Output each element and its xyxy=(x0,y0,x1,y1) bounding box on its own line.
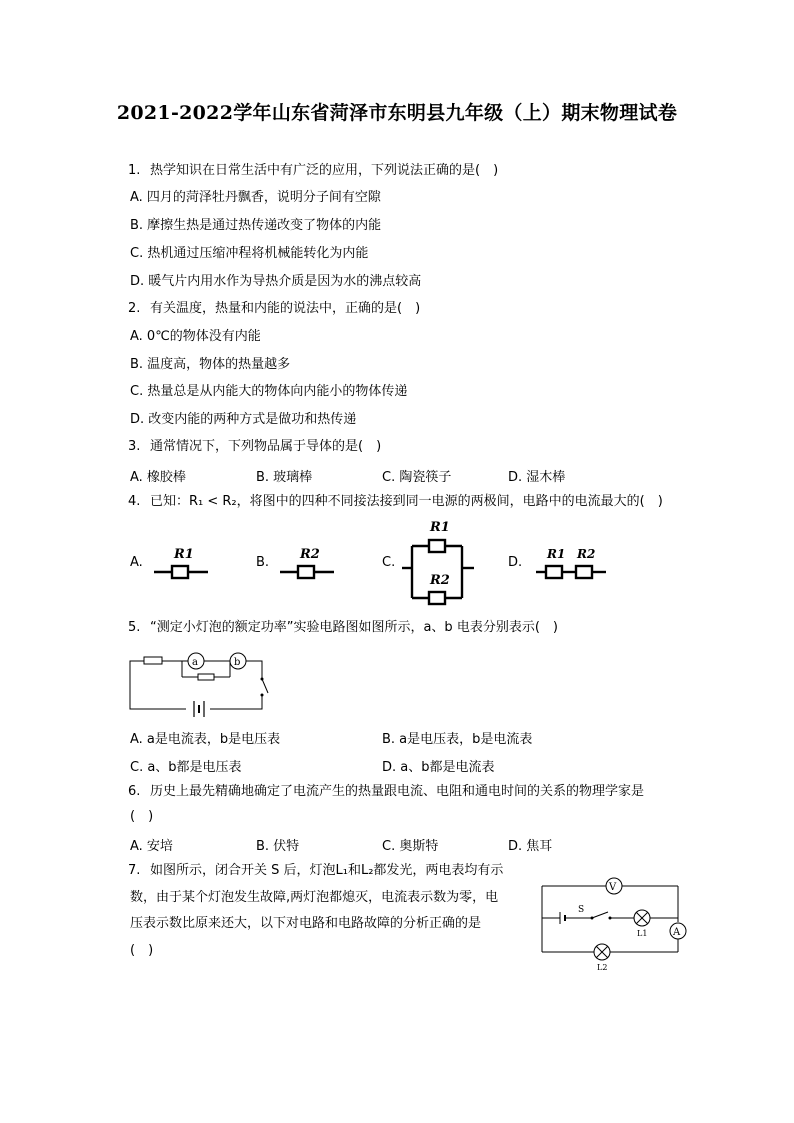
q4-diagram-d xyxy=(532,540,612,584)
q5-circuit-diagram xyxy=(126,647,276,719)
lamp2-label: L2 xyxy=(597,963,608,972)
question-3-option-b: B. 玻璃棒 xyxy=(256,470,313,485)
question-3-option-d: D. 湿木棒 xyxy=(508,470,566,485)
meter-a-label: a xyxy=(192,657,198,668)
ammeter-label: A xyxy=(673,927,681,938)
q4-diagram-c xyxy=(398,516,480,610)
question-2-option-d: D. 改变内能的两种方式是做功和热传递 xyxy=(130,412,357,427)
question-7-line-2: 数，由于某个灯泡发生故障,两灯泡都熄灭，电流表示数为零，电 xyxy=(130,890,499,905)
question-2-option-c: C. 热量总是从内能大的物体向内能小的物体传递 xyxy=(130,384,408,399)
question-3-option-a: A. 橡胶棒 xyxy=(130,470,186,485)
question-7-line-1: 7. 如图所示，闭合开关 S 后，灯泡L₁和L₂都发光，两电表均有示 xyxy=(128,863,504,878)
resistor-label: R1 xyxy=(547,547,566,561)
question-1-option-c: C. 热机通过压缩冲程将机械能转化为内能 xyxy=(130,246,369,261)
switch-label: S xyxy=(578,905,585,915)
q4-diagram-a xyxy=(150,540,212,584)
question-6-option-d: D. 焦耳 xyxy=(508,839,553,854)
question-7-line-4: ( ) xyxy=(130,943,154,958)
question-4-option-c: C. xyxy=(382,555,396,570)
question-2-option-a: A. 0℃的物体没有内能 xyxy=(130,329,261,344)
question-2-option-b: B. 温度高，物体的热量越多 xyxy=(130,357,291,372)
question-5-stem: 5. “测定小灯泡的额定功率”实验电路图如图所示，a、b 电表分别表示( ) xyxy=(128,620,558,635)
question-5-option-d: D. a、b都是电流表 xyxy=(382,760,495,775)
question-3-option-c: C. 陶瓷筷子 xyxy=(382,470,452,485)
question-6-option-b: B. 伏特 xyxy=(256,839,300,854)
question-1-stem: 1. 热学知识在日常生活中有广泛的应用，下列说法正确的是( ) xyxy=(128,163,499,178)
question-5-option-c: C. a、b都是电压表 xyxy=(130,760,242,775)
meter-b-label: b xyxy=(234,657,241,668)
lamp1-label: L1 xyxy=(637,929,648,938)
question-4-stem: 4. 已知：R₁ < R₂，将图中的四种不同接法接到同一电源的两极间，电路中的电流最大的( ) xyxy=(128,494,663,509)
question-5-option-a: A. a是电流表，b是电压表 xyxy=(130,732,281,747)
question-1-option-a: A. 四月的菏泽牡丹飘香，说明分子间有空隙 xyxy=(130,190,381,205)
question-1-option-b: B. 摩擦生热是通过热传递改变了物体的内能 xyxy=(130,218,382,233)
q7-circuit-diagram xyxy=(534,868,694,974)
resistor-label: R2 xyxy=(300,547,320,562)
question-6-stem: 6. 历史上最先精确地确定了电流产生的热量跟电流、电阻和通电时间的关系的物理学家是 xyxy=(128,784,645,799)
resistor-label: R2 xyxy=(430,573,450,588)
question-3-stem: 3. 通常情况下，下列物品属于导体的是( ) xyxy=(128,439,382,454)
question-1-option-d: D. 暖气片内用水作为导热介质是因为水的沸点较高 xyxy=(130,274,422,289)
q4-diagram-b xyxy=(276,540,338,584)
resistor-label: R2 xyxy=(577,547,596,561)
question-4-option-d: D. xyxy=(508,555,523,570)
question-6-option-c: C. 奥斯特 xyxy=(382,839,439,854)
question-5-option-b: B. a是电压表，b是电流表 xyxy=(382,732,533,747)
question-4-option-b: B. xyxy=(256,555,270,570)
question-6-option-a: A. 安培 xyxy=(130,839,173,854)
resistor-label: R1 xyxy=(430,520,450,535)
question-2-stem: 2. 有关温度，热量和内能的说法中，正确的是( ) xyxy=(128,301,421,316)
question-4-option-a: A. xyxy=(130,555,143,570)
page-title: 2021-2022学年山东省菏泽市东明县九年级（上）期末物理试卷 xyxy=(116,102,678,124)
question-7-line-3: 压表示数比原来还大，以下对电路和电路故障的分析正确的是 xyxy=(130,916,482,931)
voltmeter-label: V xyxy=(609,882,617,893)
resistor-label: R1 xyxy=(174,547,194,562)
question-6-stem-cont: ( ) xyxy=(130,809,154,824)
